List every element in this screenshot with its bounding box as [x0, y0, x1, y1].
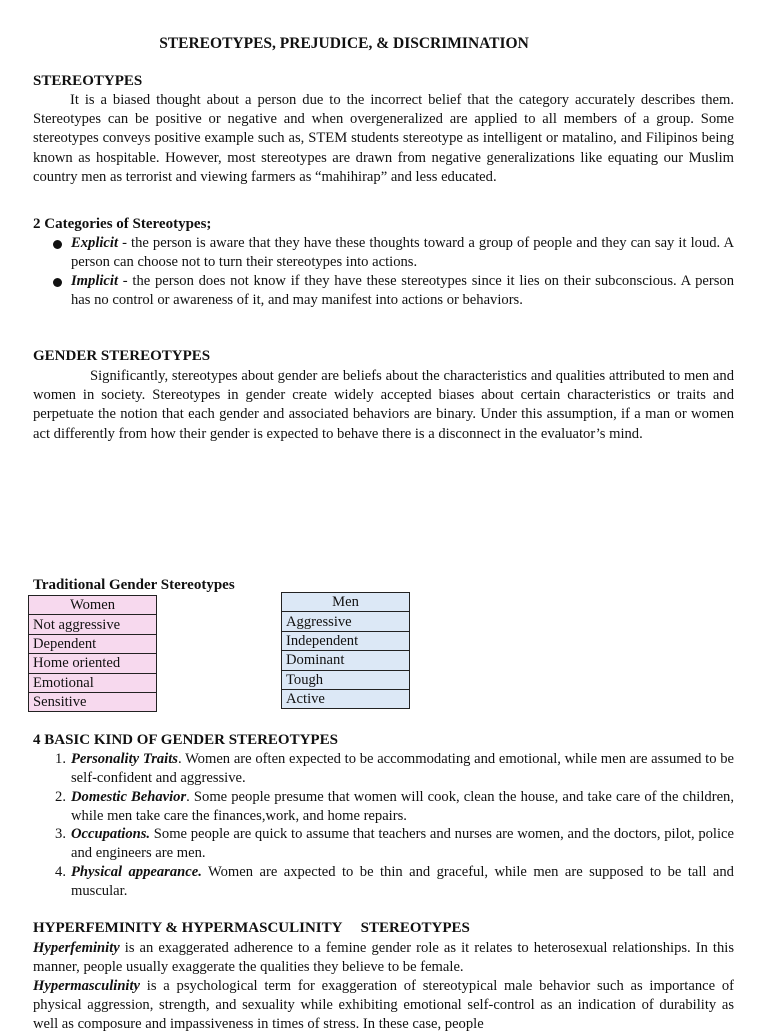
list-item	[50, 788, 734, 826]
list-number: 1.	[55, 751, 66, 767]
table-cell: Aggressive	[282, 612, 410, 631]
list-term: Occupations.	[71, 826, 151, 842]
men-table-header: Men	[282, 593, 410, 612]
table-cell: Active	[282, 689, 410, 708]
category-text: - the person is aware that they have these thoughts toward a group of people and they can say it loud. A person can choose not to turn their stereotypes into actions.	[71, 235, 734, 271]
hypermasculinity-text: is a psychological term for exaggeration of stereotypical male behavior such as importance of physical aggression, strength, and sexuality while exhibiting emotional self-control as an indication of durability as well as composure and impassiveness in times of stress. In these case, people	[33, 978, 734, 1033]
hyperfeminity-term: Hyperfeminity	[33, 940, 120, 956]
table-cell: Dominant	[282, 651, 410, 670]
section-heading-basic-kinds: 4 BASIC KIND OF GENDER STEREOTYPES	[33, 732, 338, 748]
list-term: Personality Traits	[71, 751, 178, 767]
section-heading-stereotypes: STEREOTYPES	[33, 73, 143, 89]
hyperfeminity-text: is an exaggerated adherence to a femine gender role as it relates to heterosexual relationships. In this manner, people usually exaggerate the qualities they believe to be female.	[33, 940, 734, 976]
list-item	[50, 750, 734, 788]
traditional-heading: Traditional Gender Stereotypes	[33, 577, 235, 593]
table-cell: Sensitive	[29, 692, 157, 711]
page-title: STEREOTYPES, PREJUDICE, & DISCRIMINATION	[159, 35, 529, 52]
category-text: - the person does not know if they have these stereotypes since it lies on their subconscious. A person has no control or awareness of it, and may manifest into actions or behaviors.	[71, 273, 734, 309]
categories-heading: 2 Categories of Stereotypes;	[33, 216, 212, 232]
bullet-icon	[53, 278, 62, 287]
stereotypes-paragraph: It is a biased thought about a person due to the incorrect belief that the category accurately describes them. Stereotypes can be positive or negative and when overgeneralized are applied to all members of a group. Some stereotypes conveys positive example such as, STEM students stereotype as intelligent or matalino, and Filipinos being known as hospitable. However, most stereotypes are drawn from negative generalizations like equating our Muslim country men as terrorist and viewing farmers as “mahihirap” and less educated.	[33, 92, 734, 185]
hypermasculinity-paragraph	[33, 977, 734, 1035]
category-term: Implicit	[71, 273, 119, 289]
table-cell: Independent	[282, 631, 410, 650]
list-item	[50, 863, 734, 901]
list-number: 2.	[55, 789, 66, 805]
list-text: . Some people presume that women will cook, clean the house, and take care of the children, while men take care the finances,work, and home repairs.	[71, 789, 734, 825]
table-cell: Dependent	[29, 634, 157, 653]
women-table-header: Women	[29, 596, 157, 615]
category-item-explicit	[71, 234, 734, 272]
list-term: Domestic Behavior	[71, 789, 187, 805]
bullet-icon	[53, 240, 62, 249]
hypermasculinity-term: Hypermasculinity	[33, 978, 141, 994]
men-table	[281, 592, 410, 709]
list-number: 4.	[55, 864, 66, 880]
table-cell: Not aggressive	[29, 615, 157, 634]
gender-paragraph: Significantly, stereotypes about gender are beliefs about the characteristics and qualities attributed to men and women in society. Stereotypes in gender create widely accepted biases about certain characteristics or traits and perpetuate the notion that each gender and associated behaviors are binary. Under this assumption, if a man or women act differently from how their gender is expected to behave there is a disconnect in the evaluator’s mind.	[33, 368, 734, 442]
category-item-implicit	[71, 272, 734, 310]
list-item	[50, 825, 734, 863]
section-heading-gender: GENDER STEREOTYPES	[33, 348, 211, 364]
list-text: Some people are quick to assume that teachers and nurses are women, and the doctors, pilot, police and engineers are men.	[71, 826, 734, 862]
list-term: Physical appearance.	[71, 864, 202, 880]
list-number: 3.	[55, 826, 66, 842]
list-text: . Women are often expected to be accommodating and emotional, while men are assumed to be self-confident and aggressive.	[71, 751, 734, 787]
women-table	[28, 595, 157, 712]
hyperfeminity-paragraph	[33, 939, 734, 977]
list-text: Women are axpected to be thin and graceful, while men are supposed to be tall and muscular.	[71, 864, 734, 900]
table-cell: Home oriented	[29, 654, 157, 673]
section-heading-hyper: HYPERFEMINITY & HYPERMASCULINITY STEREOTYPES	[33, 920, 470, 936]
category-term: Explicit	[71, 235, 119, 251]
table-cell: Emotional	[29, 673, 157, 692]
table-cell: Tough	[282, 670, 410, 689]
